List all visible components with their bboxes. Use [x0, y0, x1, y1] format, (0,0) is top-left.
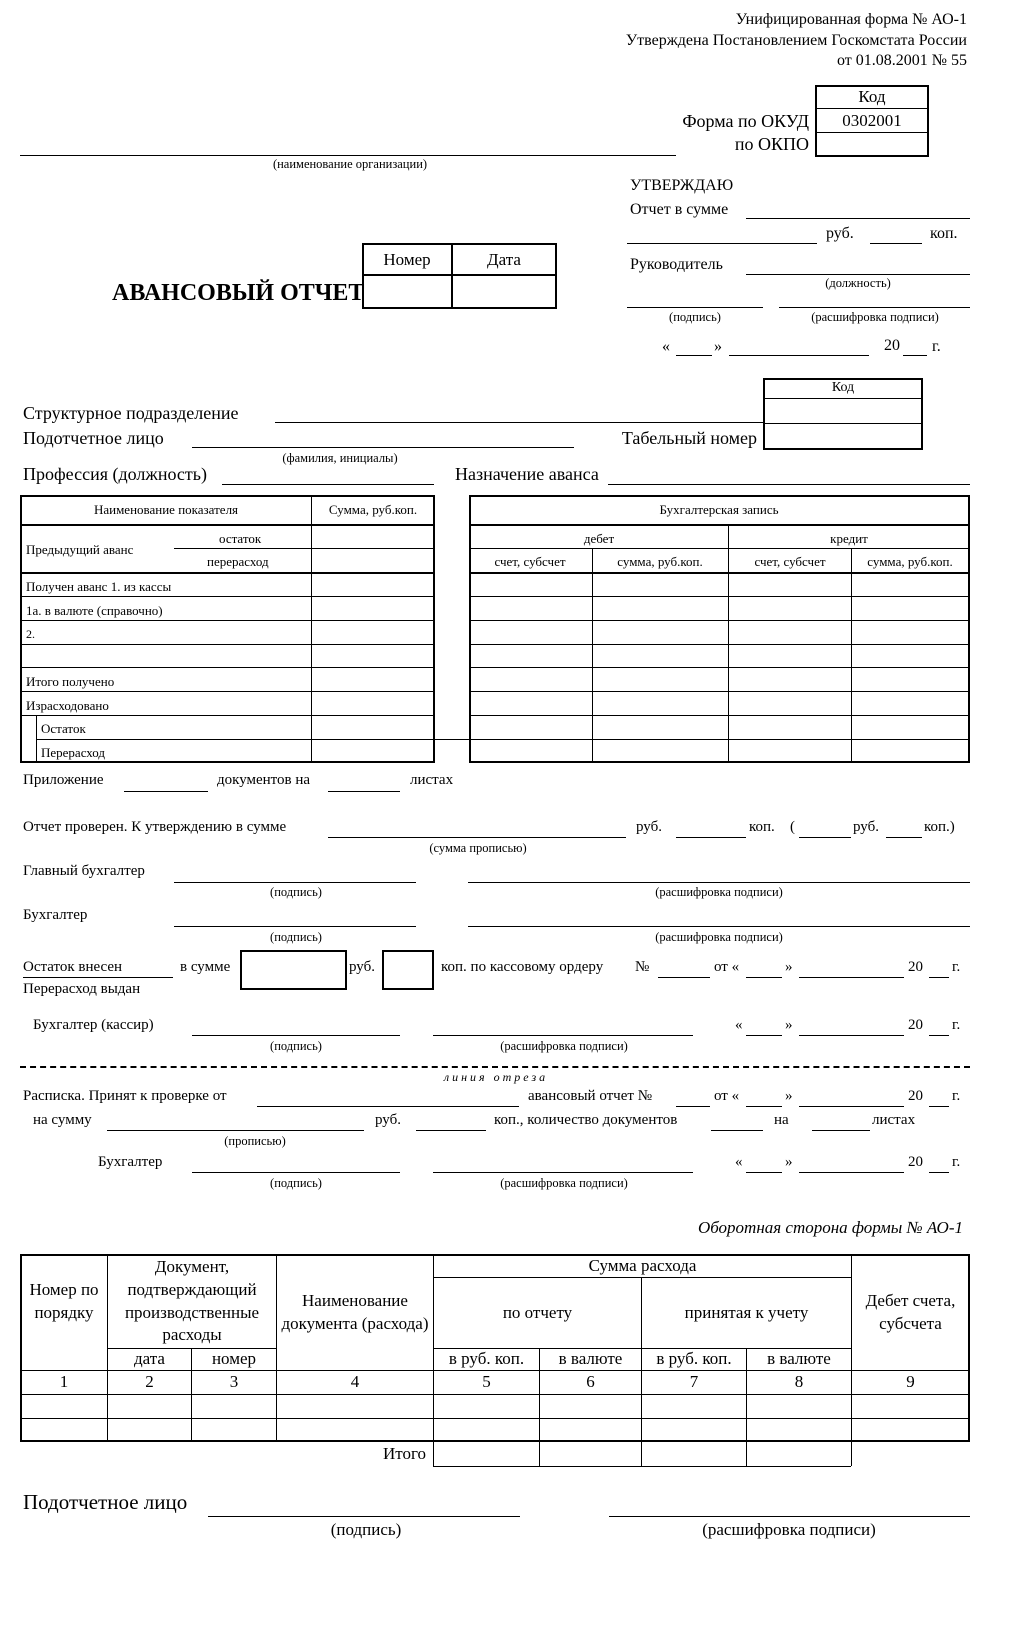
- sign-caption: (подпись): [669, 310, 721, 324]
- col-by-report: по отчету: [502, 1302, 573, 1322]
- attachment-count-field[interactable]: [124, 791, 208, 792]
- profession-label: Профессия (должность): [23, 464, 207, 484]
- number-sign: №: [635, 959, 650, 975]
- checked-kop-field[interactable]: [676, 837, 746, 838]
- document-title: АВАНСОВЫЙ ОТЧЕТ: [112, 280, 365, 306]
- credit-sum-header: сумма, руб.коп.: [867, 554, 953, 569]
- col-index: 2: [145, 1372, 154, 1392]
- tab-number-label: Табельный номер: [621, 428, 757, 448]
- table-row: Остаток: [41, 721, 86, 736]
- from-label: от «: [714, 1088, 740, 1104]
- receipt-report-number-field[interactable]: [676, 1106, 710, 1107]
- date-header: Дата: [487, 250, 521, 269]
- head-label: Руководитель: [630, 256, 723, 273]
- quote-close: »: [714, 338, 722, 355]
- col-currency-accepted: в валюте: [767, 1349, 831, 1369]
- balance-year-field[interactable]: [929, 977, 949, 978]
- year-prefix: 20: [908, 1017, 923, 1033]
- accountant-label: Бухгалтер: [23, 907, 88, 923]
- approved-by-label: Утверждена Постановлением Госкомстата России: [625, 32, 967, 49]
- decode-caption: (расшифровка подписи): [500, 1039, 628, 1053]
- footer-person-label: Подотчетное лицо: [23, 1490, 188, 1514]
- approve-title: УТВЕРЖДАЮ: [630, 177, 734, 194]
- receipt-from-field[interactable]: [257, 1106, 519, 1107]
- balance-day-field[interactable]: [746, 977, 782, 978]
- col-date: дата: [134, 1349, 165, 1369]
- receipt-accountant-label: Бухгалтер: [98, 1154, 163, 1170]
- cash-order-label: коп. по кассовому ордеру: [441, 959, 604, 975]
- attachment-sheets-field[interactable]: [328, 791, 400, 792]
- prev-overspend-label: перерасход: [207, 554, 269, 569]
- okud-label: Форма по ОКУД: [682, 111, 809, 131]
- year-suffix: г.: [952, 1088, 961, 1104]
- debit-sum-header: сумма, руб.коп.: [617, 554, 703, 569]
- sign-caption: (подпись): [270, 1176, 322, 1190]
- col-index: 4: [350, 1372, 360, 1392]
- accounting-entry-title: Бухгалтерская запись: [659, 502, 779, 517]
- footer-sign-caption: (подпись): [330, 1520, 402, 1539]
- table-row: Получен аванс 1. из кассы: [26, 579, 172, 594]
- checked-rub-label: руб.: [636, 819, 662, 835]
- col-currency: в валюте: [558, 1349, 623, 1369]
- checked-kop2-label: коп.): [924, 819, 955, 835]
- paren-open: (: [790, 819, 795, 835]
- table-row: Итого получено: [26, 674, 115, 689]
- in-sum-label: в сумме: [180, 959, 231, 975]
- col-index: 3: [229, 1372, 239, 1392]
- receipt-day-field[interactable]: [746, 1106, 782, 1107]
- quote-close: »: [785, 1154, 793, 1170]
- col-accepted: принятая к учету: [684, 1302, 809, 1322]
- chief-accountant-label: Главный бухгалтер: [23, 863, 145, 879]
- words-caption: (прописью): [224, 1134, 286, 1148]
- unified-form-label: Унифицированная форма № АО-1: [735, 11, 967, 28]
- org-name-field[interactable]: [20, 155, 676, 156]
- accountant-sign-field[interactable]: [174, 926, 416, 927]
- approve-month-field[interactable]: [729, 355, 869, 356]
- cash-order-number-field[interactable]: [658, 977, 710, 978]
- col-index: 6: [586, 1372, 595, 1392]
- back-side-title: Оборотная сторона формы № АО-1: [697, 1218, 963, 1237]
- receipt-month-field[interactable]: [799, 1106, 904, 1107]
- year-prefix: 20: [884, 337, 900, 354]
- decode-caption: (расшифровка подписи): [500, 1176, 628, 1190]
- decode-caption: (расшифровка подписи): [655, 885, 783, 899]
- unit-label: Структурное подразделение: [23, 403, 239, 423]
- receipt-year-field[interactable]: [929, 1106, 949, 1107]
- attachment-label: Приложение: [23, 772, 104, 788]
- person-code-header: Код: [831, 380, 855, 395]
- remain-deposited-label: Остаток внесен: [23, 959, 123, 975]
- org-name-caption: (наименование организации): [272, 157, 428, 171]
- approve-year-field[interactable]: [903, 355, 927, 356]
- receipt-rub-label: руб.: [375, 1112, 401, 1128]
- cashier-year-field[interactable]: [929, 1035, 949, 1036]
- cut-line-label: линия отреза: [443, 1070, 549, 1084]
- chief-decode-field[interactable]: [468, 882, 970, 883]
- col-rub-accepted: в руб. коп.: [656, 1349, 732, 1369]
- name-caption: (фамилия, инициалы): [282, 451, 398, 465]
- report-number-label: авансовый отчет №: [528, 1088, 652, 1104]
- table-row: 1а. в валюте (справочно): [26, 603, 163, 618]
- purpose-field[interactable]: [608, 484, 970, 485]
- prev-remainder-label: остаток: [219, 531, 262, 546]
- col-doc-number: номер: [211, 1349, 257, 1369]
- credit-account-header: счет, субсчет: [754, 554, 826, 569]
- year-suffix: г.: [952, 1017, 961, 1033]
- col-number: Номер по порядку: [29, 1280, 99, 1322]
- col-debit-account: Дебет счета, субсчета: [865, 1291, 956, 1333]
- col-index: 7: [689, 1372, 699, 1392]
- quote-close: »: [785, 959, 793, 975]
- debit-header: дебет: [583, 531, 615, 546]
- checked-kop-label: коп.: [749, 819, 775, 835]
- accounting-entry-table: [469, 495, 970, 763]
- overspend-issued-label: Перерасход выдан: [23, 981, 141, 997]
- profession-field[interactable]: [222, 484, 434, 485]
- year-suffix: г.: [952, 1154, 961, 1170]
- person-name-field[interactable]: [192, 447, 574, 448]
- checked-sum-field[interactable]: [328, 837, 626, 838]
- receipt2-month-field[interactable]: [799, 1172, 904, 1173]
- cashier-sign-field[interactable]: [192, 1035, 400, 1036]
- balance-month-field[interactable]: [799, 977, 904, 978]
- approve-sum-label: Отчет в сумме: [630, 201, 729, 218]
- balance-rub-label: руб.: [349, 959, 375, 975]
- debit-account-header: счет, субсчет: [494, 554, 566, 569]
- cashier-day-field[interactable]: [746, 1035, 782, 1036]
- cashier-decode-field[interactable]: [433, 1035, 693, 1036]
- accountant-decode-field[interactable]: [468, 926, 970, 927]
- checked-label: Отчет проверен. К утверждению в сумме: [23, 819, 287, 835]
- doc-count-label: коп., количество документов: [494, 1112, 678, 1128]
- col-index: 5: [482, 1372, 491, 1392]
- quote-open: «: [735, 1017, 743, 1033]
- receipt-accepted-label: Расписка. Принят к проверке от: [23, 1088, 227, 1104]
- quote-close: »: [785, 1088, 793, 1104]
- receipt-sign-field[interactable]: [192, 1172, 400, 1173]
- credit-header: кредит: [830, 531, 868, 546]
- quote-open: «: [735, 1154, 743, 1170]
- approve-kop-field[interactable]: [870, 243, 922, 244]
- okud-value[interactable]: 0302001: [842, 111, 902, 130]
- person-label: Подотчетное лицо: [23, 428, 164, 448]
- receipt2-day-field[interactable]: [746, 1172, 782, 1173]
- receipt-decode-field[interactable]: [433, 1172, 693, 1173]
- kop-label: коп.: [930, 225, 958, 242]
- balance-rub-box[interactable]: [240, 950, 347, 990]
- chief-sign-field[interactable]: [174, 882, 416, 883]
- col-rub: в руб. коп.: [448, 1349, 525, 1369]
- sum-words-caption: (сумма прописью): [429, 841, 527, 855]
- year-prefix: 20: [908, 1088, 923, 1104]
- sign-caption: (подпись): [270, 885, 322, 899]
- table-row: Израсходовано: [26, 698, 109, 713]
- total-label: Итого: [382, 1444, 426, 1463]
- docs-on-label: документов на: [217, 772, 311, 788]
- approved-date-label: от 01.08.2001 № 55: [836, 52, 967, 69]
- approve-rub-field[interactable]: [627, 243, 817, 244]
- purpose-label: Назначение аванса: [455, 464, 599, 484]
- approve-day-field[interactable]: [676, 355, 712, 356]
- col-indicator-name: Наименование показателя: [93, 502, 239, 517]
- sign-caption: (подпись): [270, 1039, 322, 1053]
- head-position-field[interactable]: [746, 274, 970, 275]
- table-row: 2.: [26, 627, 35, 641]
- col-expense-sum: Сумма расхода: [588, 1255, 697, 1275]
- col-index: 8: [794, 1372, 804, 1392]
- year-prefix: 20: [908, 1154, 923, 1170]
- receipt2-year-field[interactable]: [929, 1172, 949, 1173]
- balance-kop-box[interactable]: [382, 950, 434, 990]
- sheets-label: листах: [872, 1112, 916, 1128]
- for-sum-label: на сумму: [33, 1112, 92, 1128]
- cashier-month-field[interactable]: [799, 1035, 904, 1036]
- checked-kop2-field[interactable]: [886, 837, 922, 838]
- unit-field[interactable]: [275, 422, 763, 423]
- receipt-sheets-field[interactable]: [812, 1130, 870, 1131]
- from-label: от «: [714, 959, 740, 975]
- table-row: Перерасход: [41, 745, 106, 760]
- checked-rub2-field[interactable]: [799, 837, 851, 838]
- decode-caption: (расшифровка подписи): [811, 310, 939, 324]
- col-document-name: Наименование документа (расхода): [281, 1291, 429, 1333]
- receipt-sum-field[interactable]: [107, 1130, 364, 1131]
- okpo-label: по ОКПО: [734, 134, 809, 154]
- year-prefix: 20: [908, 959, 923, 975]
- head-sign-field[interactable]: [627, 307, 763, 308]
- footer-sign-field[interactable]: [208, 1516, 520, 1517]
- year-suffix: г.: [952, 959, 961, 975]
- footer-decode-caption: (расшифровка подписи): [702, 1520, 876, 1539]
- col-document: Документ, подтверждающий производственные расходы: [124, 1256, 260, 1345]
- col-sum: Сумма, руб.коп.: [328, 502, 418, 517]
- code-header: Код: [858, 87, 886, 106]
- on-label: на: [774, 1112, 789, 1128]
- col-index: 1: [59, 1372, 69, 1392]
- quote-open: «: [662, 338, 670, 355]
- approve-sum-field[interactable]: [746, 218, 970, 219]
- footer-decode-field[interactable]: [609, 1516, 970, 1517]
- checked-rub2-label: руб.: [853, 819, 879, 835]
- prev-advance-label: Предыдущий аванс: [26, 542, 134, 557]
- cut-line: [20, 1066, 970, 1068]
- quote-close: »: [785, 1017, 793, 1033]
- year-suffix: г.: [932, 338, 941, 355]
- cashier-label: Бухгалтер (кассир): [33, 1017, 154, 1033]
- receipt-kop-field[interactable]: [416, 1130, 486, 1131]
- position-caption: (должность): [825, 276, 891, 290]
- head-decode-field[interactable]: [779, 307, 970, 308]
- rub-label: руб.: [826, 225, 854, 242]
- sheets-label: листах: [410, 772, 454, 788]
- number-header: Номер: [383, 250, 431, 269]
- sign-caption: (подпись): [270, 930, 322, 944]
- receipt-doc-count-field[interactable]: [711, 1130, 763, 1131]
- col-index: 9: [906, 1372, 915, 1392]
- decode-caption: (расшифровка подписи): [655, 930, 783, 944]
